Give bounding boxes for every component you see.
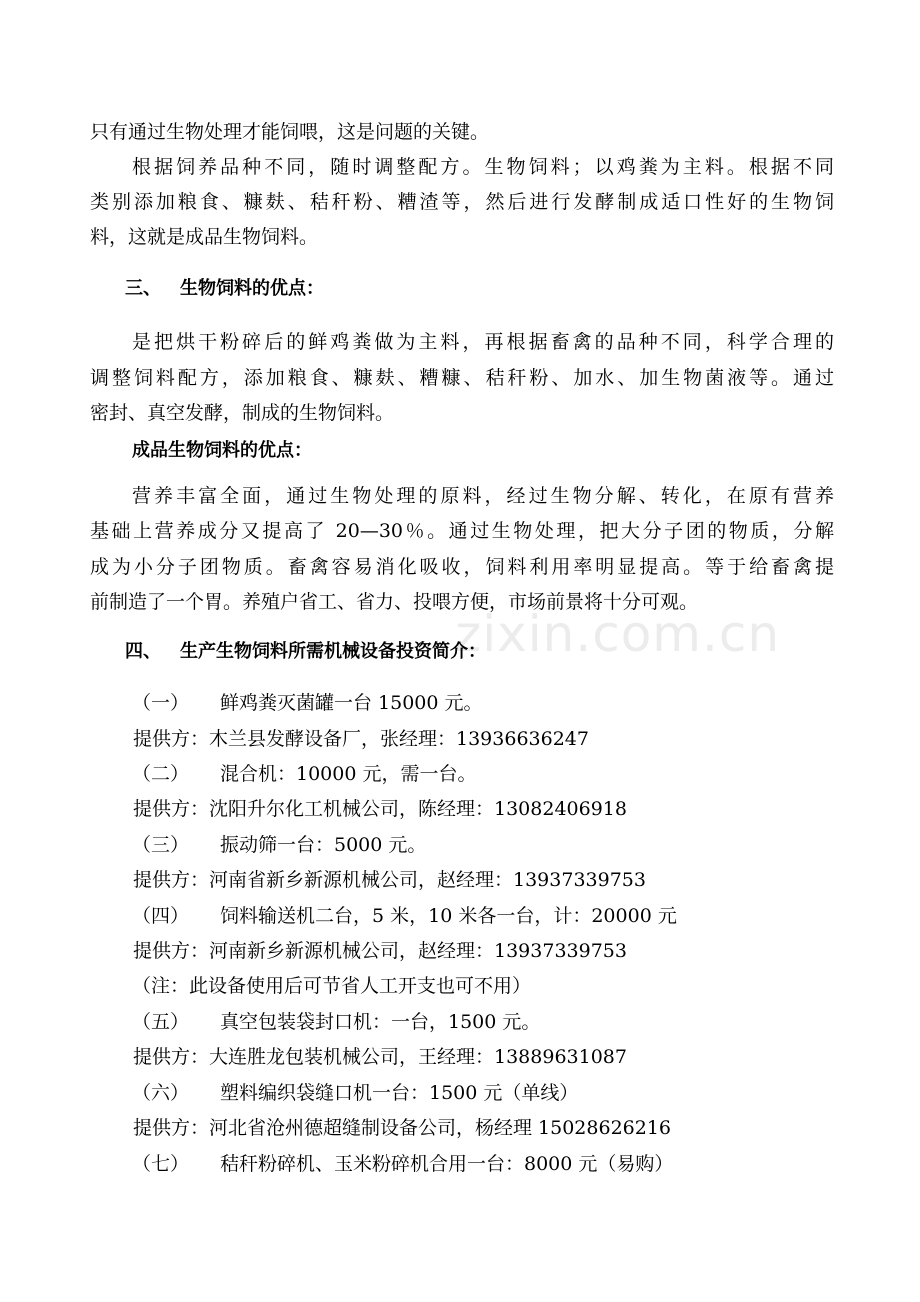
section-heading-4: [125, 640, 869, 664]
equipment-item: [132, 1010, 876, 1034]
note-line: （注：此设备使用后可节省人工开支也可不用）: [132, 975, 532, 997]
equipment-item: [132, 1152, 876, 1176]
equipment-item: [132, 1081, 876, 1105]
paragraph-line: 成为小分子团物质。畜禽容易消化吸收，饲料利用率明显提高。等于给畜禽提: [90, 556, 834, 578]
section-number: 四、: [125, 641, 161, 662]
item-text: 秸秆粉碎机、玉米粉碎机合用一台：8000 元（易购）: [220, 1153, 674, 1175]
paragraph-line: 根据饲养品种不同，随时调整配方。生物饲料；以鸡粪为主料。根据不同: [132, 156, 834, 178]
item-text: 混合机：10000 元，需一台。: [220, 763, 477, 785]
supplier-line: 提供方：河南新乡新源机械公司，赵经理：13937339753: [133, 940, 627, 962]
supplier-line: 提供方：河北省沧州德超缝制设备公司，杨经理 15028626216: [133, 1117, 672, 1139]
equipment-item: [132, 833, 876, 857]
supplier-line: 提供方：河南省新乡新源机械公司，赵经理：13937339753: [133, 869, 646, 891]
paragraph-line: 料，这就是成品生物饲料。: [90, 226, 319, 248]
section-heading-3: [125, 277, 869, 301]
paragraph-line: 前制造了一个胃。养殖户省工、省力、投喂方便，市场前景将十分可观。: [90, 591, 699, 613]
supplier-line: 提供方：木兰县发酵设备厂，张经理：13936636247: [133, 728, 589, 750]
section-title: 生物饲料的优点：: [180, 278, 324, 299]
supplier-line: 提供方：大连胜龙包装机械公司，王经理：13889631087: [133, 1046, 627, 1068]
watermark: zixin.com.cn: [455, 605, 781, 663]
item-text: 饲料输送机二台，5 米，10 米各一台，计：20000 元: [220, 905, 677, 927]
paragraph-line: 类别添加粮食、糠麸、秸秆粉、糟渣等，然后进行发酵制成适口性好的生物饲: [90, 191, 834, 213]
item-number: （五）: [132, 1011, 190, 1033]
item-text: 塑料编织袋缝口机一台：1500 元（单线）: [220, 1082, 579, 1104]
supplier-line: 提供方：沈阳升尔化工机械公司，陈经理：13082406918: [133, 798, 627, 820]
paragraph-line: 调整饲料配方，添加粮食、糠麸、糟糠、秸秆粉、加水、加生物菌液等。通过: [90, 367, 834, 389]
item-number: （一）: [132, 692, 190, 714]
equipment-item: [132, 762, 876, 786]
section-title: 生产生物饲料所需机械设备投资简介：: [180, 641, 486, 662]
item-text: 真空包装袋封口机：一台，1500 元。: [220, 1011, 541, 1033]
item-number: （二）: [132, 763, 190, 785]
item-text: 振动筛一台：5000 元。: [220, 834, 427, 856]
item-number: （七）: [132, 1153, 190, 1175]
paragraph-line: 是把烘干粉碎后的鲜鸡粪做为主料，再根据畜禽的品种不同，科学合理的: [132, 331, 834, 353]
paragraph-line: 基础上营养成分又提高了 20—30％。通过生物处理，把大分子团的物质，分解: [90, 520, 834, 542]
paragraph-line: 只有通过生物处理才能饲喂，这是问题的关键。: [90, 121, 490, 143]
equipment-item: [132, 904, 876, 928]
section-number: 三、: [125, 278, 161, 299]
paragraph-line: 密封、真空发酵，制成的生物饲料。: [90, 402, 395, 424]
item-number: （四）: [132, 905, 190, 927]
item-number: （三）: [132, 834, 190, 856]
item-text: 鲜鸡粪灭菌罐一台 15000 元。: [220, 692, 483, 714]
item-number: （六）: [132, 1082, 190, 1104]
paragraph-line: 营养丰富全面，通过生物处理的原料，经过生物分解、转化，在原有营养: [132, 485, 834, 507]
subheading: 成品生物饲料的优点：: [132, 440, 312, 461]
equipment-item: [132, 691, 876, 715]
